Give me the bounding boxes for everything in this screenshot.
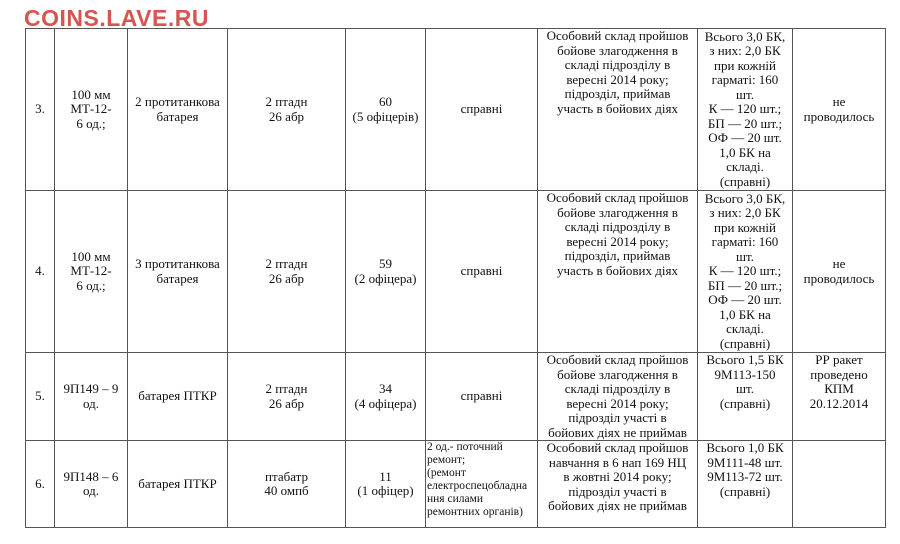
storage-text: Особовий склад пройшов бойове злагодження в складі підрозділу в вересні 2014 року; підрозділ, приймав участь в бойових діях	[546, 28, 689, 116]
storage-text: Особовий склад пройшов навчання в 6 нап 169 НЦ в жовтні 2014 року; підрозділ участі в бойових діях не приймав	[546, 440, 689, 513]
unit-text: батарея ПТКР	[138, 475, 217, 491]
personnel-cell	[346, 191, 426, 353]
subunit-text: птабатр 40 омпб	[264, 468, 309, 498]
weapon-cell	[55, 441, 128, 528]
weapon-text: 100 мм МТ-12- 6 од.;	[70, 248, 112, 293]
unit-cell	[128, 441, 228, 528]
storage-text: Особовий склад пройшов бойове злагодження в складі підрозділу в вересні 2014 року; підрозділ, приймав участь в бойових діях	[546, 190, 689, 278]
ammo-cell	[698, 191, 793, 353]
table-row	[26, 191, 886, 353]
condition-cell	[426, 191, 538, 353]
firing-cell	[793, 29, 886, 191]
subunit-text: 2 птадн 26 абр	[265, 381, 308, 411]
ammo-cell	[698, 441, 793, 528]
row-number-text: 4.	[35, 263, 45, 279]
personnel-cell	[346, 353, 426, 441]
row-number-text: 6.	[35, 475, 45, 491]
equipment-table	[25, 28, 886, 528]
row-number	[26, 441, 55, 528]
row-number-text: 3.	[35, 101, 45, 117]
personnel-cell	[346, 29, 426, 191]
ammo-cell	[698, 353, 793, 441]
subunit-cell	[228, 29, 346, 191]
storage-text: Особовий склад пройшов бойове злагодження в складі підрозділу в вересні 2014 року; підрозділ участі в бойових діях не приймав	[546, 352, 689, 440]
subunit-cell	[228, 441, 346, 528]
subunit-cell	[228, 353, 346, 441]
firing-cell	[793, 191, 886, 353]
row-number-text: 5.	[35, 388, 45, 404]
weapon-text: 9П149 – 9 од.	[63, 381, 119, 411]
table-body	[26, 29, 886, 528]
row-number	[26, 353, 55, 441]
storage-cell	[538, 441, 698, 528]
unit-text: батарея ПТКР	[138, 388, 217, 404]
ammo-text: Всього 3,0 БК, з них: 2,0 БК при кожній гарматі: 160 шт. К — 120 шт.; БП — 20 шт.; ОФ — 20 шт. 1,0 БК на складі. (справні)	[704, 190, 786, 351]
unit-text: 2 протитанкова батарея	[135, 94, 220, 124]
site-watermark: COINS.LAVE.RU	[24, 5, 209, 31]
subunit-cell	[228, 191, 346, 353]
unit-cell	[128, 191, 228, 353]
storage-cell	[538, 29, 698, 191]
subunit-text: 2 птадн 26 абр	[265, 94, 308, 124]
unit-text: 3 протитанкова батарея	[135, 256, 220, 286]
firing-cell	[793, 441, 886, 528]
weapon-text: 9П148 – 6 од.	[63, 468, 119, 498]
personnel-text: 60 (5 офіцерів)	[352, 94, 419, 124]
firing-cell	[793, 353, 886, 441]
row-number	[26, 29, 55, 191]
row-number	[26, 191, 55, 353]
storage-cell	[538, 353, 698, 441]
ammo-text: Всього 1,0 БК 9М111-48 шт. 9М113-72 шт. (справні)	[706, 440, 784, 499]
personnel-text: 11 (1 офіцер)	[357, 468, 414, 498]
condition-cell	[426, 29, 538, 191]
condition-text: справні	[460, 388, 503, 404]
weapon-text: 100 мм МТ-12- 6 од.;	[70, 86, 112, 131]
condition-text: справні	[460, 263, 503, 279]
condition-text: справні	[460, 101, 503, 117]
ammo-text: Всього 1,5 БК 9М113-150 шт. (справні)	[706, 352, 784, 411]
table-row	[26, 29, 886, 191]
ammo-cell	[698, 29, 793, 191]
weapon-cell	[55, 29, 128, 191]
personnel-text: 59 (2 офіцера)	[354, 256, 417, 286]
table-row	[26, 353, 886, 441]
weapon-cell	[55, 191, 128, 353]
subunit-text: 2 птадн 26 абр	[265, 256, 308, 286]
ammo-text: Всього 3,0 БК, з них: 2,0 БК при кожній гарматі: 160 шт. К — 120 шт.; БП — 20 шт.; ОФ — 20 шт. 1,0 БК на складі. (справні)	[704, 28, 786, 189]
personnel-cell	[346, 441, 426, 528]
condition-cell	[426, 441, 538, 528]
weapon-cell	[55, 353, 128, 441]
table-row	[26, 441, 886, 528]
unit-cell	[128, 29, 228, 191]
firing-text: РР ракет проведено КПМ 20.12.2014	[809, 352, 869, 411]
firing-text: не проводилось	[803, 94, 875, 124]
firing-text: не проводилось	[803, 256, 875, 286]
personnel-text: 34 (4 офіцера)	[354, 381, 417, 411]
condition-text: 2 од.- поточний ремонт; (ремонт електроспецобладна ння силами ремонтних органів)	[427, 441, 528, 518]
unit-cell	[128, 353, 228, 441]
storage-cell	[538, 191, 698, 353]
condition-cell	[426, 353, 538, 441]
